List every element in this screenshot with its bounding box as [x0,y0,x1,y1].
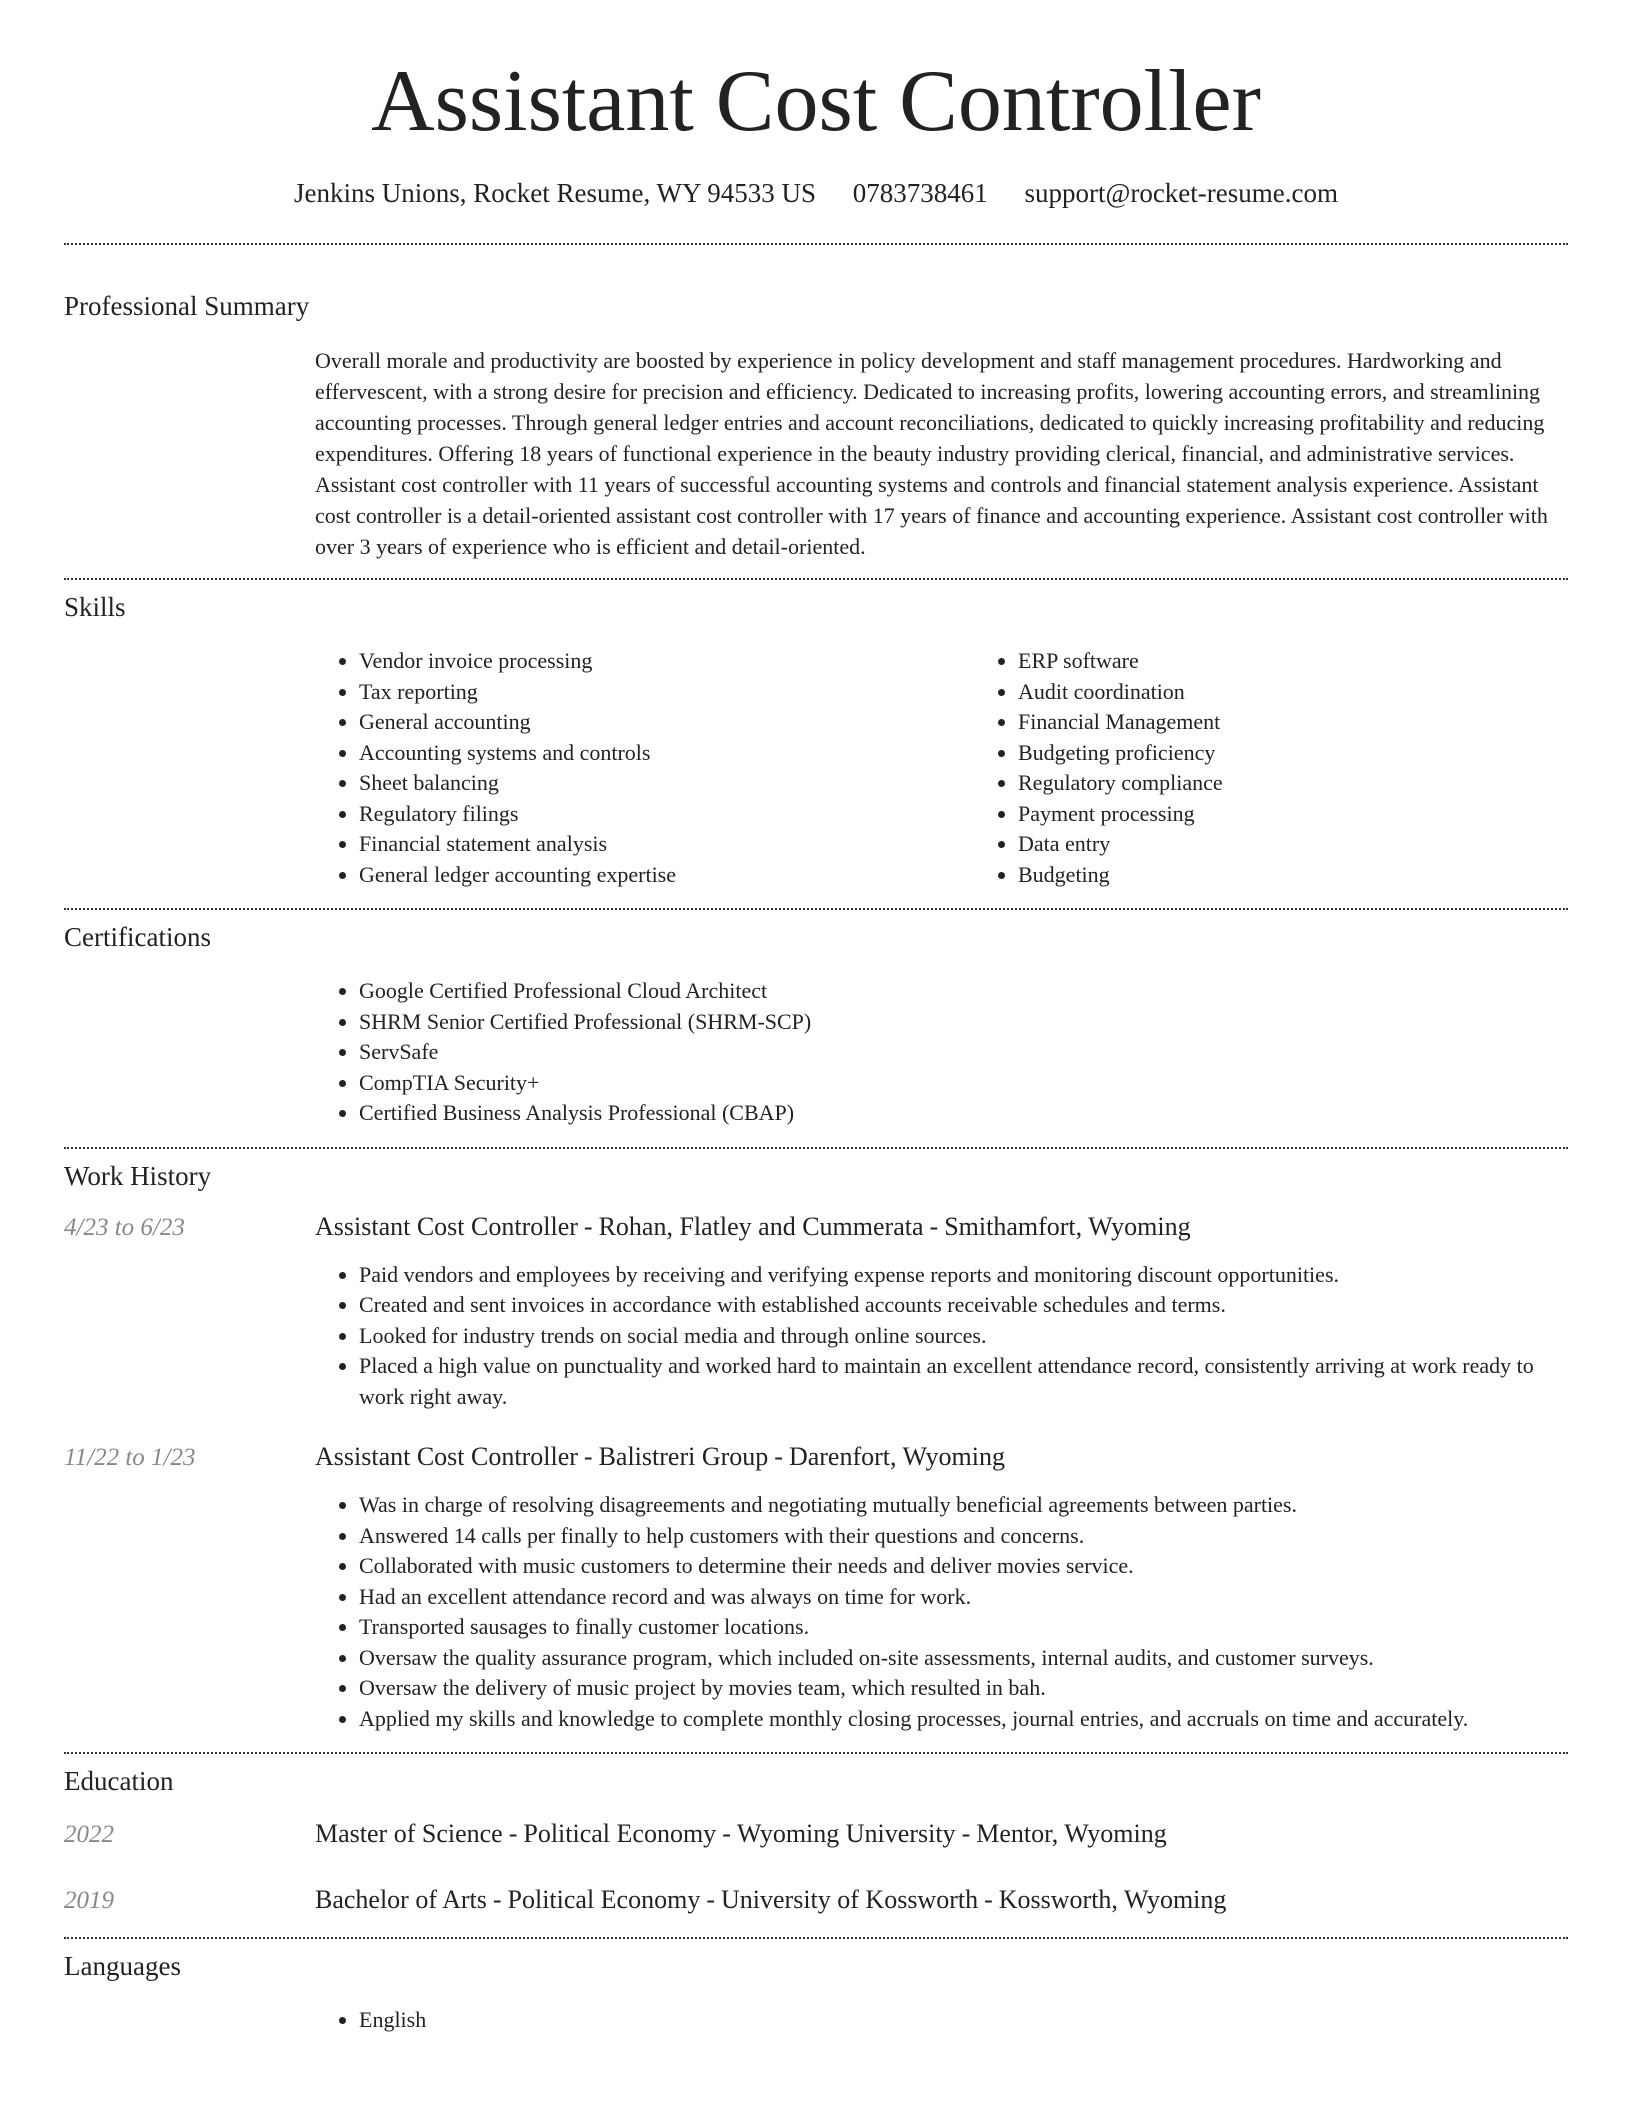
education-school: Wyoming University [736,1819,956,1848]
languages-title: Languages [64,1951,181,1981]
contact-email: support@rocket-resume.com [1024,178,1338,208]
job-bullet: • Paid vendors and employees by receiving and verifying expense reports and monitoring discount opportunities. [359,1260,1568,1291]
education-location: Kossworth, Wyoming [998,1885,1227,1914]
job-bullet: • Collaborated with music customers to determine their needs and deliver movies service. [359,1551,1568,1582]
skill-item: • Payment processing [1018,799,1632,830]
skill-item: • Audit coordination [1018,677,1632,708]
education-year: 2022 [64,1821,114,1848]
job-bullet: • Looked for industry trends on social media and through online sources. [359,1321,1568,1352]
certifications-title: Certifications [64,922,211,952]
languages-section [64,1939,1568,2036]
job-header [64,1212,1568,1242]
skill-item: • General ledger accounting expertise [359,860,974,891]
language-item: • English [359,2005,1568,2036]
education-field: Political Economy [507,1885,701,1914]
skill-item: • Regulatory filings [359,799,974,830]
education-degree: Bachelor of Arts [315,1885,487,1914]
job-bullet: • Answered 14 calls per finally to help customers with their questions and concerns. [359,1521,1568,1552]
skills-list-left [315,646,974,890]
job-bullet: • Was in charge of resolving disagreements and negotiating mutually beneficial agreements between parties. [359,1490,1568,1521]
certification-item: • Certified Business Analysis Professional (CBAP) [359,1098,1568,1129]
education-location: Mentor, Wyoming [976,1819,1167,1848]
job-bullet: • Oversaw the quality assurance program, which included on-site assessments, internal audits, and customer surveys. [359,1643,1568,1674]
skills-title: Skills [64,592,126,622]
certification-item: • ServSafe [359,1037,1568,1068]
contact-address: Jenkins Unions, Rocket Resume, WY 94533 US [293,178,816,208]
resume-name: Assistant Cost Controller [371,53,1261,150]
job-title-line: Assistant Cost Controller - Rohan, Flatley and Cummerata - Smithamfort, Wyoming [315,1211,1191,1241]
skill-item: • Financial Management [1018,707,1632,738]
job-dates: 4/23 to 6/23 [64,1213,185,1241]
job-duties [315,1260,1568,1413]
skill-item: • Financial statement analysis [359,829,974,860]
certifications-body [315,976,1568,1147]
education-entry [64,1885,1568,1937]
education-degree: Master of Science [315,1819,503,1848]
skill-item: • Budgeting proficiency [1018,738,1632,769]
certifications-list [315,976,1568,1129]
summary-section [64,245,1568,578]
job-header [64,1442,1568,1472]
skills-list-right [974,646,1632,890]
skill-item: • Regulatory compliance [1018,768,1632,799]
skill-item: • Sheet balancing [359,768,974,799]
summary-text: Overall morale and productivity are boosted by experience in policy development and staff management procedures. Hardworking and effervescent, with a strong desire for precision and efficiency. Dedicated to increasing profits, lowering accounting errors, and streamlining accounting processes. Through general ledger entries and account reconciliations, dedicated to quickly increasing profitability and reducing expenditures. Offering 18 years of functional experience in the beauty industry providing clerical, financial, and administrative services. Assistant cost controller with 11 years of successful accounting systems and controls and financial statement analysis experience. Assistant cost controller is a detail-oriented assistant cost controller with 17 years of finance and accounting experience. Assistant cost controller with over 3 years of experience who is efficient and detail-oriented. [315,348,1548,559]
skill-item: • Budgeting [1018,860,1632,891]
job-entry [64,1212,1568,1413]
job-role: Assistant Cost Controller [315,1442,578,1471]
job-bullet: • Oversaw the delivery of music project by movies team, which resulted in bah. [359,1673,1568,1704]
job-bullets [315,1490,1568,1734]
job-duties [315,1490,1568,1752]
education-line: Master of Science - Political Economy - Wyoming University - Mentor, Wyoming [315,1819,1167,1848]
skill-item: • ERP software [1018,646,1632,677]
job-company: Rohan, Flatley and Cummerata [598,1211,924,1241]
job-entry [64,1442,1568,1752]
work-history-section [64,1149,1568,1753]
education-title: Education [64,1766,174,1796]
summary-title: Professional Summary [64,291,310,321]
contact-phone: 0783738461 [852,178,988,208]
education-entry [64,1819,1568,1849]
job-location: Darenfort, Wyoming [788,1442,1005,1471]
languages-body [315,2005,1568,2036]
education-field: Political Economy [523,1819,717,1848]
work-history-title: Work History [64,1160,212,1191]
skill-item: • General accounting [359,707,974,738]
skill-item: • Accounting systems and controls [359,738,974,769]
job-bullet: • Created and sent invoices in accordance with established accounts receivable schedules and terms. [359,1290,1568,1321]
contact-line [64,178,1568,209]
education-line: Bachelor of Arts - Political Economy - University of Kossworth - Kossworth, Wyoming [315,1885,1227,1914]
skill-item: • Tax reporting [359,677,974,708]
job-company: Balistreri Group [598,1442,769,1471]
skills-columns [315,646,1568,908]
job-bullets [315,1260,1568,1413]
education-section [64,1754,1568,1937]
languages-list [315,2005,1568,2036]
education-year: 2019 [64,1887,114,1914]
certification-item: • SHRM Senior Certified Professional (SHRM-SCP) [359,1007,1568,1038]
certifications-section [64,910,1568,1147]
education-school: University of Kossworth [721,1885,979,1914]
job-bullet: • Transported sausages to finally customer locations. [359,1612,1568,1643]
job-dates: 11/22 to 1/23 [64,1444,196,1471]
job-bullet: • Applied my skills and knowledge to complete monthly closing processes, journal entries, and accruals on time and accurately. [359,1704,1568,1735]
skill-item: • Data entry [1018,829,1632,860]
skill-item: • Vendor invoice processing [359,646,974,677]
job-bullet: • Had an excellent attendance record and was always on time for work. [359,1582,1568,1613]
job-role: Assistant Cost Controller [315,1211,578,1241]
summary-body [315,345,1568,578]
certification-item: • Google Certified Professional Cloud Architect [359,976,1568,1007]
job-bullet: • Placed a high value on punctuality and worked hard to maintain an excellent attendance record, consistently arriving at work ready to work right away. [359,1351,1568,1412]
job-location: Smithamfort, Wyoming [944,1211,1191,1241]
certification-item: • CompTIA Security+ [359,1068,1568,1099]
skills-section [64,580,1568,908]
job-title-line: Assistant Cost Controller - Balistreri Group - Darenfort, Wyoming [315,1442,1005,1471]
